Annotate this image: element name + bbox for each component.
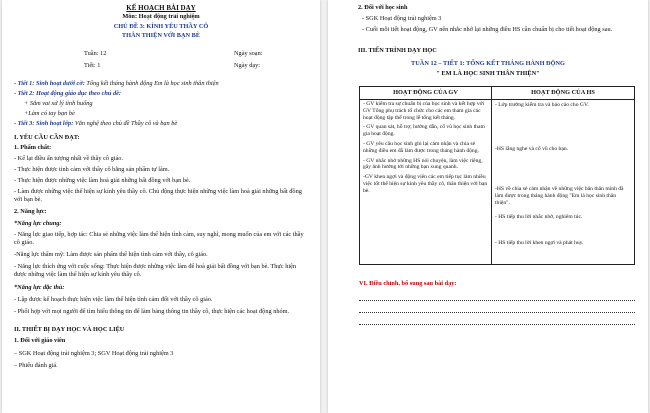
table-header-row: [360, 87, 635, 100]
table-header-teacher: HOẠT ĐỘNG CỦA GV: [360, 87, 492, 100]
student-activity-5: - HS tiếp thu lời khen ngợi và phát huy.: [495, 240, 584, 246]
subject-line: Môn: Hoạt động trải nghiệm: [122, 13, 200, 20]
notes-line-3: [359, 324, 635, 325]
student-activity-1: - Lớp trưởng kiểm tra và báo cáo cho GV.: [495, 102, 589, 108]
topic-line-2: THÂN THIỆN VỚI BẠN BÈ: [121, 32, 201, 39]
teacher-materials-2: – Phiếu đánh giá.: [14, 362, 58, 369]
section-3-heading: III. TIẾN TRÌNH DẠY HỌC: [358, 47, 437, 54]
notes-line-1: [359, 300, 635, 301]
quality-3: - Thực hiện được những việc làm hoà giải những bất đồng với bạn bè.: [14, 177, 191, 184]
teacher-activity-2: - GV quan sát, hỗ trợ, hướng dẫn, cổ vũ học sinh tham gia hoạt động.: [363, 124, 485, 138]
section-1-heading: I. YÊU CẦU CẦN ĐẠT:: [14, 134, 80, 141]
teacher-activity-5: -GV khen ngợi và động viên các em tiếp tục làm nhiều việc tốt thể hiện sự kính yêu thầy cô, thân thiện với bạn bè.: [363, 174, 488, 194]
document-page-left: [2, 0, 320, 413]
competence-2: -Năng lực thẩm mỹ: Làm được sản phẩm thể hiện tình cảm với thầy, cô giáo.: [14, 251, 208, 258]
lesson-1-text: Tổng kết tháng hành động Em là học sinh thân thiện: [84, 80, 219, 87]
lesson-3-heading: - Tiết 3: Sinh hoạt lớp:: [14, 120, 74, 127]
section-1-1-heading: 1. Phẩm chất:: [14, 144, 52, 151]
section-2-heading: II. THIẾT BỊ DẠY HỌC VÀ HỌC LIỆU: [14, 326, 125, 333]
lesson-2-heading: - Tiết 2: Hoạt động giáo dục theo chủ đề:: [14, 90, 121, 97]
quality-1: - Kể lại điều ấn tượng nhất về thầy cô giáo.: [14, 155, 124, 162]
table-row: [360, 100, 635, 265]
student-activity-4: - HS tiếp thu lời nhắc nhở, nghiêm túc.: [495, 214, 583, 220]
student-activity-3: -HS về chia sẻ cảm nhận về những việc bản thân mình đã làm được trong tháng hành động "Em là học sinh thân thiện".: [495, 186, 624, 206]
specific-competence-1: - Lập được kế hoạch thực hiện việc làm thể hiện tình cảm đối với thầy cô giáo.: [14, 296, 213, 303]
document-page-right: [328, 0, 648, 413]
date-taught-label: Ngày dạy:: [234, 62, 261, 69]
lesson-3-text: Văn nghệ theo chủ đề Thầy cô và bạn bè: [73, 120, 178, 127]
week-lesson-title: TUẦN 12 – TIẾT 1: TỔNG KẾT THÁNG HÀNH ĐỘNG: [411, 60, 565, 67]
period-label: Tiết: 1: [84, 62, 101, 69]
teacher-activity-1: - GV kiểm tra sự chuẩn bị của học sinh và kết hợp với GV Tổng phụ trách tổ chức cho các em tham gia các hoạt động tập thể trong lễ tổng kết tháng.: [363, 101, 485, 121]
date-drafted-label: Ngày soạn:: [234, 50, 263, 57]
teacher-activity-3: - GV yêu cầu học sinh ghi lại cảm nhận và chia sẻ những điều em đã làm được trong tháng hành động.: [363, 140, 479, 154]
section-1-2-heading: 2. Năng lực:: [14, 208, 47, 215]
student-materials-2: - Cuối mỗi tiết hoạt động, GV nên nhắc nhở lại những điều HS cần chuẩn bị cho tiết hoạt động sau.: [362, 26, 613, 33]
lesson-2-item-2: +Làm có tay bạn bè: [24, 110, 75, 117]
student-activities-cell: [492, 100, 635, 265]
lesson-3-line: [14, 120, 177, 128]
lesson-1-heading: - Tiết 1: Sinh hoạt dưới cờ:: [14, 80, 85, 87]
notes-line-2: [359, 312, 635, 313]
week-label: Tuần: 12: [84, 50, 107, 57]
lesson-2-item-1: + Sắm vai xử lý tình huống: [24, 100, 93, 107]
general-competence-heading: *Năng lực chung:: [14, 220, 62, 227]
lesson-1-line: [14, 80, 219, 88]
teacher-activity-4: - GV nhắc nhở những HS nói chuyện, làm việc riêng, gây ảnh hưởng tới những bạn xung quanh.: [363, 157, 483, 171]
teacher-materials-1: – SGK Hoạt động trải nghiệm 3; SGV Hoạt động trải nghiệm 3: [14, 350, 174, 357]
teacher-activities-cell: [360, 100, 492, 265]
competence-1: - Năng lực giao tiếp, hợp tác: Chia sẻ những việc làm thể hiện tình cảm, suy nghĩ, mong muốn của em với các thầy cô giáo.: [14, 231, 304, 246]
activity-table: [359, 86, 635, 265]
competence-3: - Năng lực thích ứng với cuộc sống: Thực hiện được những việc làm để hoà giải bất đồng với bạn bè. Thực hiện được những việc làm thể hiện sự kính yêu thầy cô.: [14, 263, 297, 278]
specific-competence-heading: *Năng lực đặc thù:: [14, 284, 65, 291]
section-2-2-heading: 2. Đối với học sinh: [358, 4, 408, 11]
student-activity-2: -HS lắng nghe và cổ vũ cho bạn.: [495, 146, 569, 152]
table-header-student: HOẠT ĐỘNG CỦA HS: [492, 87, 635, 100]
lesson-plan-title: KẾ HOẠCH BÀI DẠY: [126, 4, 196, 12]
quality-4: - Làm được những việc thể hiện sự kính yêu thầy cô. Chủ động thực hiện những việc làm hoà giải những bất đồng với bạn bè.: [14, 188, 302, 203]
quality-2: - Thực hiện được tình cảm với thầy cô bằng sản phẩm tự làm.: [14, 166, 170, 173]
specific-competence-2: - Phối hợp với mọi người để tìm hiểu thông tin để làm bảng thông tin thầy cô, thực hiện các hoạt động nhóm.: [14, 308, 290, 315]
section-6-heading: VI. Điều chỉnh, bổ sung sau bài dạy:: [359, 280, 457, 287]
section-2-1-heading: 1. Đối với giáo viên: [14, 337, 66, 344]
week-lesson-subtitle: " EM LÀ HỌC SINH THÂN THIỆN": [436, 70, 540, 77]
student-materials-1: - SGK Hoạt động trải nghiệm 3: [362, 15, 442, 22]
topic-line-1: CHỦ ĐỀ 3: KÍNH YÊU THẦY CÔ: [113, 23, 209, 30]
